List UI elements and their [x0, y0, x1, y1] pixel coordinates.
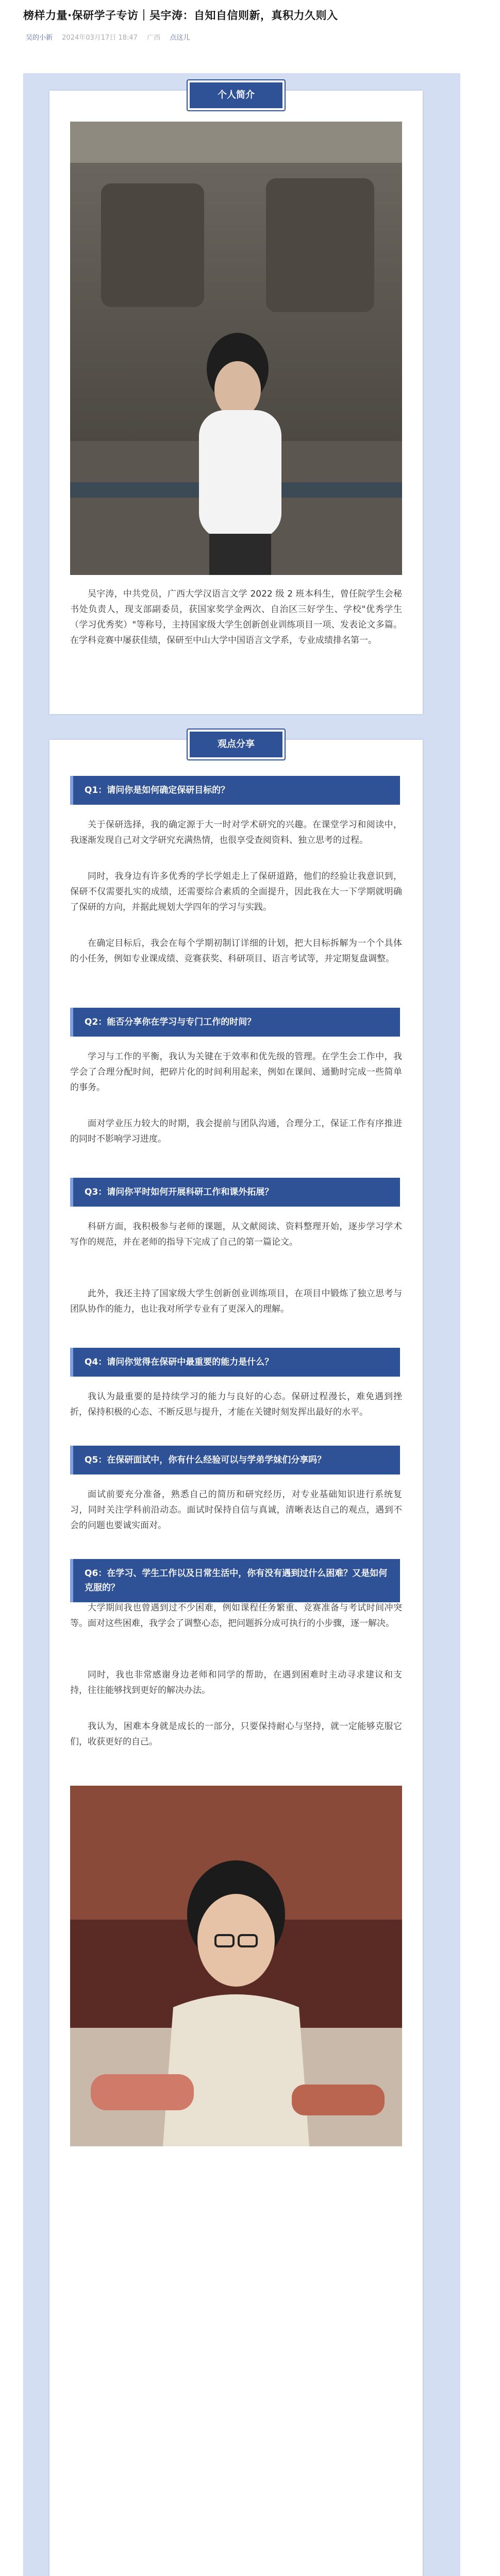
intro-card: [49, 91, 423, 714]
answer-2-para-2: 面对学业压力较大的时期，我会提前与团队沟通，合理分工，保证工作有序推进的同时不影响学习进度。: [70, 1118, 402, 1144]
question-box-1: Q1：请问你是如何确定保研目标的？: [70, 776, 400, 805]
article-title: 榜样力量·保研学子专访｜吴宇涛：自知自信则新，真积力久则入: [23, 9, 338, 22]
question-box-2: Q2：能否分享你在学习与专门工作的时间？: [70, 1008, 400, 1037]
answer-2-para-1: 学习与工作的平衡，我认为关键在于效率和优先级的管理。在学生会工作中，我学会了合理分配时间，把碎片化的时间利用起来，例如在课间、通勤时完成一些简单的事务。: [70, 1052, 402, 1093]
interview-photo-art: [70, 1786, 402, 2146]
article-source[interactable]: 吴的小新: [26, 34, 53, 42]
question-box-4: Q4：请问你觉得在保研中最重要的能力是什么？: [70, 1348, 400, 1377]
article-date: 2024年03月17日 18:47: [62, 34, 138, 42]
answer-1-para-1: 关于保研选择，我的确定源于大一时对学术研究的兴趣。在课堂学习和阅读中，我逐渐发现自己对文学研究充满热情，也很享受查阅资料、独立思考的过程。: [70, 820, 402, 845]
answer-1-para-3: 在确定目标后，我会在每个学期初制订详细的计划，把大目标拆解为一个个具体的小任务，例如专业课成绩、竞赛获奖、科研项目、语言考试等，并定期复盘调整。: [70, 938, 402, 964]
section-title-interview: 观点分享: [188, 730, 285, 759]
read-link[interactable]: 点这儿: [170, 34, 190, 42]
question-box-5: Q5：在保研面试中，你有什么经验可以与学弟学妹们分享吗？: [70, 1446, 400, 1475]
answer-6-para-3: 我认为，困难本身就是成长的一部分，只要保持耐心与坚持，就一定能够克服它们，收获更好的自己。: [70, 1721, 402, 1747]
article-meta: [26, 32, 197, 42]
interview-card: [49, 740, 423, 2576]
question-box-3: Q3：请问你平时如何开展科研工作和课外拓展？: [70, 1178, 400, 1207]
interview-photo: [70, 1786, 402, 2146]
question-box-6: Q6：在学习、学生工作以及日常生活中，你有没有遇到过什么困难？又是如何克服的？: [70, 1559, 400, 1602]
intro-text: 吴宇涛，中共党员，广西大学汉语言文学 2022 级 2 班本科生，曾任院学生会秘书处负责人，现支部副委员，获国家奖学金两次、自治区三好学生、学校"优秀学生（学习优秀奖）"等称号，主持国家级大学生创新创业训练项目一项、发表论文多篇。在学科竞赛中屡获佳绩，保研至中山大学中国语言文学系，专业成绩排名第一。: [70, 589, 402, 646]
section-title-intro: 个人简介: [188, 80, 285, 110]
answer-5-para-1: 面试前要充分准备，熟悉自己的简历和研究经历，对专业基础知识进行系统复习，同时关注学科前沿动态。面试时保持自信与真诚，清晰表达自己的观点，遇到不会的问题也要诚实面对。: [70, 1489, 402, 1531]
answer-3-para-1: 科研方面，我积极参与老师的课题，从文献阅读、资料整理开始，逐步学习学术写作的规范，并在老师的指导下完成了自己的第一篇论文。: [70, 1222, 402, 1247]
article-location: 广西: [147, 34, 161, 42]
answer-1-para-2: 同时，我身边有许多优秀的学长学姐走上了保研道路，他们的经验让我意识到，保研不仅需要扎实的成绩，还需要综合素质的全面提升，因此我在大一下学期就明确了保研的方向，并据此规划大学四年的学习与实践。: [70, 871, 402, 912]
answer-6-para-2: 同时，我也非常感谢身边老师和同学的帮助，在遇到困难时主动寻求建议和支持，往往能够找到更好的解决办法。: [70, 1670, 402, 1696]
answer-4-para-1: 我认为最重要的是持续学习的能力与良好的心态。保研过程漫长，难免遇到挫折，保持积极的心态、不断反思与提升，才能在关键时刻发挥出最好的水平。: [70, 1392, 402, 1417]
answer-6-para-1: 大学期间我也曾遇到过不少困难，例如课程任务繁重、竞赛准备与考试时间冲突等。面对这些困难，我学会了调整心态，把问题拆分成可执行的小步骤，逐一解决。: [70, 1603, 402, 1629]
intro-photo: [70, 122, 402, 575]
intro-photo-art: [70, 122, 402, 575]
answer-3-para-2: 此外，我还主持了国家级大学生创新创业训练项目，在项目中锻炼了独立思考与团队协作的能力，也让我对所学专业有了更深入的理解。: [70, 1289, 402, 1314]
